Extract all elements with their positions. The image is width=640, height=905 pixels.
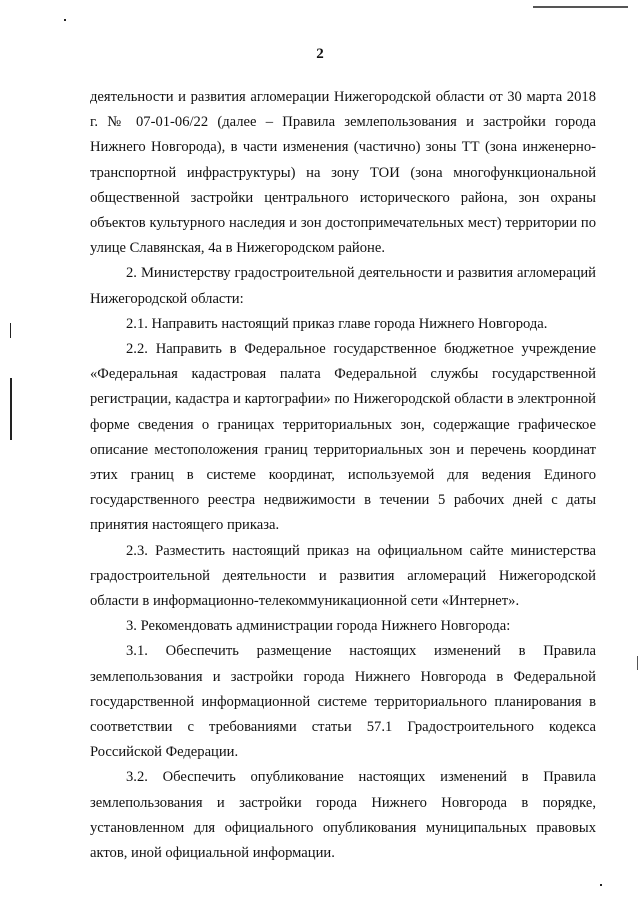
scan-artifact-dot <box>600 884 602 886</box>
scan-artifact-left-line <box>10 378 12 440</box>
scan-artifact-top-line <box>533 6 628 8</box>
page-number: 2 <box>316 46 324 62</box>
document-body <box>90 85 596 866</box>
paragraph-item-2-3: 2.3. Разместить настоящий приказ на официальном сайте министерства градостроительной деятельности и развития агломераций Нижегородской области в информационно-телекоммуникационной сети «Интернет». <box>90 542 596 610</box>
scan-artifact-left-line <box>10 323 11 338</box>
paragraph-item-2: 2. Министерству градостроительной деятельности и развития агломераций Нижегородской области: <box>90 265 596 307</box>
paragraph-item-3: 3. Рекомендовать администрации города Нижнего Новгорода: <box>126 618 511 635</box>
paragraph-continuation: деятельности и развития агломерации Нижегородской области от 30 марта 2018 г. № 07-01-06/22 (далее – Правила землепользования и застройки города Нижнего Новгорода), в части изменения (частично) зоны ТТ (зона инженерно-транспортной инфраструктуры) на зону ТОИ (зона многофункциональной общественной застройки центрального исторического района, зон охраны объектов культурного наследия и зон достопримечательных мест) территории по улице Славянская, 4а в Нижегородском районе. <box>90 89 596 257</box>
paragraph-item-2-2: 2.2. Направить в Федеральное государственное бюджетное учреждение «Федеральная кадастровая палата Федеральной службы государственной регистрации, кадастра и картографии» по Нижегородской области в электронной форме сведения о границах территориальных зон, содержащие графическое описание местоположения границ территориальных зон и перечень координат этих границ в системе координат, используемой для ведения Единого государственного реестра недвижимости в течении 5 рабочих дней с даты принятия настоящего приказа. <box>90 341 596 534</box>
scan-artifact-dot <box>64 19 66 21</box>
paragraph-item-3-2: 3.2. Обеспечить опубликование настоящих изменений в Правила землепользования и застройки города Нижнего Новгорода в порядке, установленном для официального опубликования муниципальных правовых актов, иной официальной информации. <box>90 769 596 862</box>
paragraph-item-3-1: 3.1. Обеспечить размещение настоящих изменений в Правила землепользования и застройки города Нижнего Новгорода в Федеральной государственной информационной системе территориального планирования в соответствии с требованиями статьи 57.1 Градостроительного кодекса Российской Федерации. <box>90 643 596 761</box>
scan-artifact-right-line <box>637 656 638 670</box>
paragraph-item-2-1: 2.1. Направить настоящий приказ главе города Нижнего Новгорода. <box>126 315 548 332</box>
